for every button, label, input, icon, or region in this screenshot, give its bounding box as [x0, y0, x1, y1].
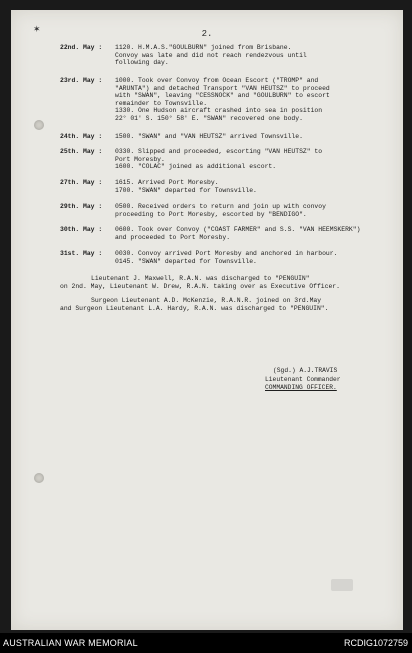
page-number: 2. — [201, 29, 213, 39]
entry-date: 27th. May : — [60, 179, 103, 186]
entry-line: 0145. "SWAN" departed for Townsville. — [115, 257, 257, 265]
entry-body — [115, 44, 402, 67]
entry-line: proceeding to Port Moresby, escorted by "BENDIGO". — [115, 210, 307, 218]
entry-date: 25th. May : — [60, 148, 103, 155]
entry-line: 0600. Took over Convoy ("COAST FARMER" and S.S. "VAN HEEMSKERK") — [115, 226, 361, 233]
paragraph-line: and Surgeon Lieutenant L.A. Hardy, R.A.N. was discharged to "PENGUIN". — [60, 304, 329, 312]
punch-hole — [34, 120, 44, 130]
paragraph-line: Lieutenant J. Maxwell, R.A.N. was discharged to "PENGUIN" — [91, 275, 310, 282]
entry-line: 0500. Received orders to return and join up with convoy — [115, 203, 326, 210]
entry-body — [115, 250, 402, 265]
faded-stamp — [331, 579, 353, 591]
entry-date: 22nd. May : — [60, 44, 103, 51]
archive-name: AUSTRALIAN WAR MEMORIAL — [3, 638, 138, 648]
entry-line: 1500. "SWAN" and "VAN HEUTSZ" arrived Townsville. — [115, 133, 303, 140]
entry-line: remainder to Townsville. — [115, 99, 208, 107]
entry-date: 30th. May : — [60, 226, 103, 233]
entry-body — [115, 133, 402, 141]
record-id: RCDIG1072759 — [343, 638, 408, 648]
ink-mark: ✶ — [33, 24, 41, 34]
signatory-name: (Sgd.) A.J.TRAVIS — [273, 367, 338, 374]
entry-line: "ARUNTA") and detached Transport "VAN HEUTSZ" to proceed — [115, 84, 330, 92]
entry-date: 24th. May : — [60, 133, 103, 140]
paragraph-line: on 2nd. May, Lieutenant W. Drew, R.A.N. taking over as Executive Officer. — [60, 282, 340, 290]
surgeon-discharge-note — [60, 297, 405, 312]
entry-line: 1120. H.M.A.S."GOULBURN" joined from Brisbane. — [115, 44, 292, 51]
entry-body — [115, 226, 402, 241]
entry-line: 1330. One Hudson aircraft crashed into sea in position — [115, 107, 323, 115]
punch-hole — [34, 473, 44, 483]
document-page — [11, 10, 403, 630]
entry-date: 29th. May : — [60, 203, 103, 210]
entry-line: 1600. "COLAC" joined as additional escort. — [115, 163, 277, 171]
entry-date: 23rd. May : — [60, 77, 103, 84]
signatory-rank: Lieutenant Commander — [265, 375, 341, 383]
entry-body — [115, 179, 402, 194]
entry-date: 31st. May : — [60, 250, 103, 257]
officer-discharge-note — [60, 275, 405, 290]
entry-line: 22° 01' S. 150° 58' E. "SWAN" recovered one body. — [115, 114, 303, 122]
entry-line: 0330. Slipped and proceeded, escorting "VAN HEUTSZ" to — [115, 148, 323, 155]
entry-line: 1700. "SWAN" departed for Townsville. — [115, 186, 257, 194]
entry-line: Convoy was late and did not reach rendezvous until — [115, 51, 307, 59]
entry-line: 1615. Arrived Port Moresby. — [115, 179, 219, 186]
entry-body — [115, 148, 402, 171]
signatory-role: COMMANDING OFFICER. — [265, 384, 337, 391]
archive-footer — [0, 633, 412, 653]
entry-line: 1000. Took over Convoy from Ocean Escort ("TROMP" and — [115, 77, 319, 84]
signature-block — [265, 367, 395, 393]
entry-line: following day. — [115, 59, 169, 67]
entry-line: and proceeded to Port Moresby. — [115, 233, 231, 241]
entry-line: Port Moresby. — [115, 155, 165, 163]
paragraph-line: Surgeon Lieutenant A.D. McKenzie, R.A.N.R. joined on 3rd.May — [91, 297, 322, 304]
entry-line: with "SWAN", leaving "CESSNOCK" and "GOULBURN" to escort — [115, 92, 330, 100]
entry-body — [115, 77, 402, 123]
entry-line: 0030. Convoy arrived Port Moresby and anchored in harbour. — [115, 250, 338, 257]
entry-body — [115, 203, 402, 218]
